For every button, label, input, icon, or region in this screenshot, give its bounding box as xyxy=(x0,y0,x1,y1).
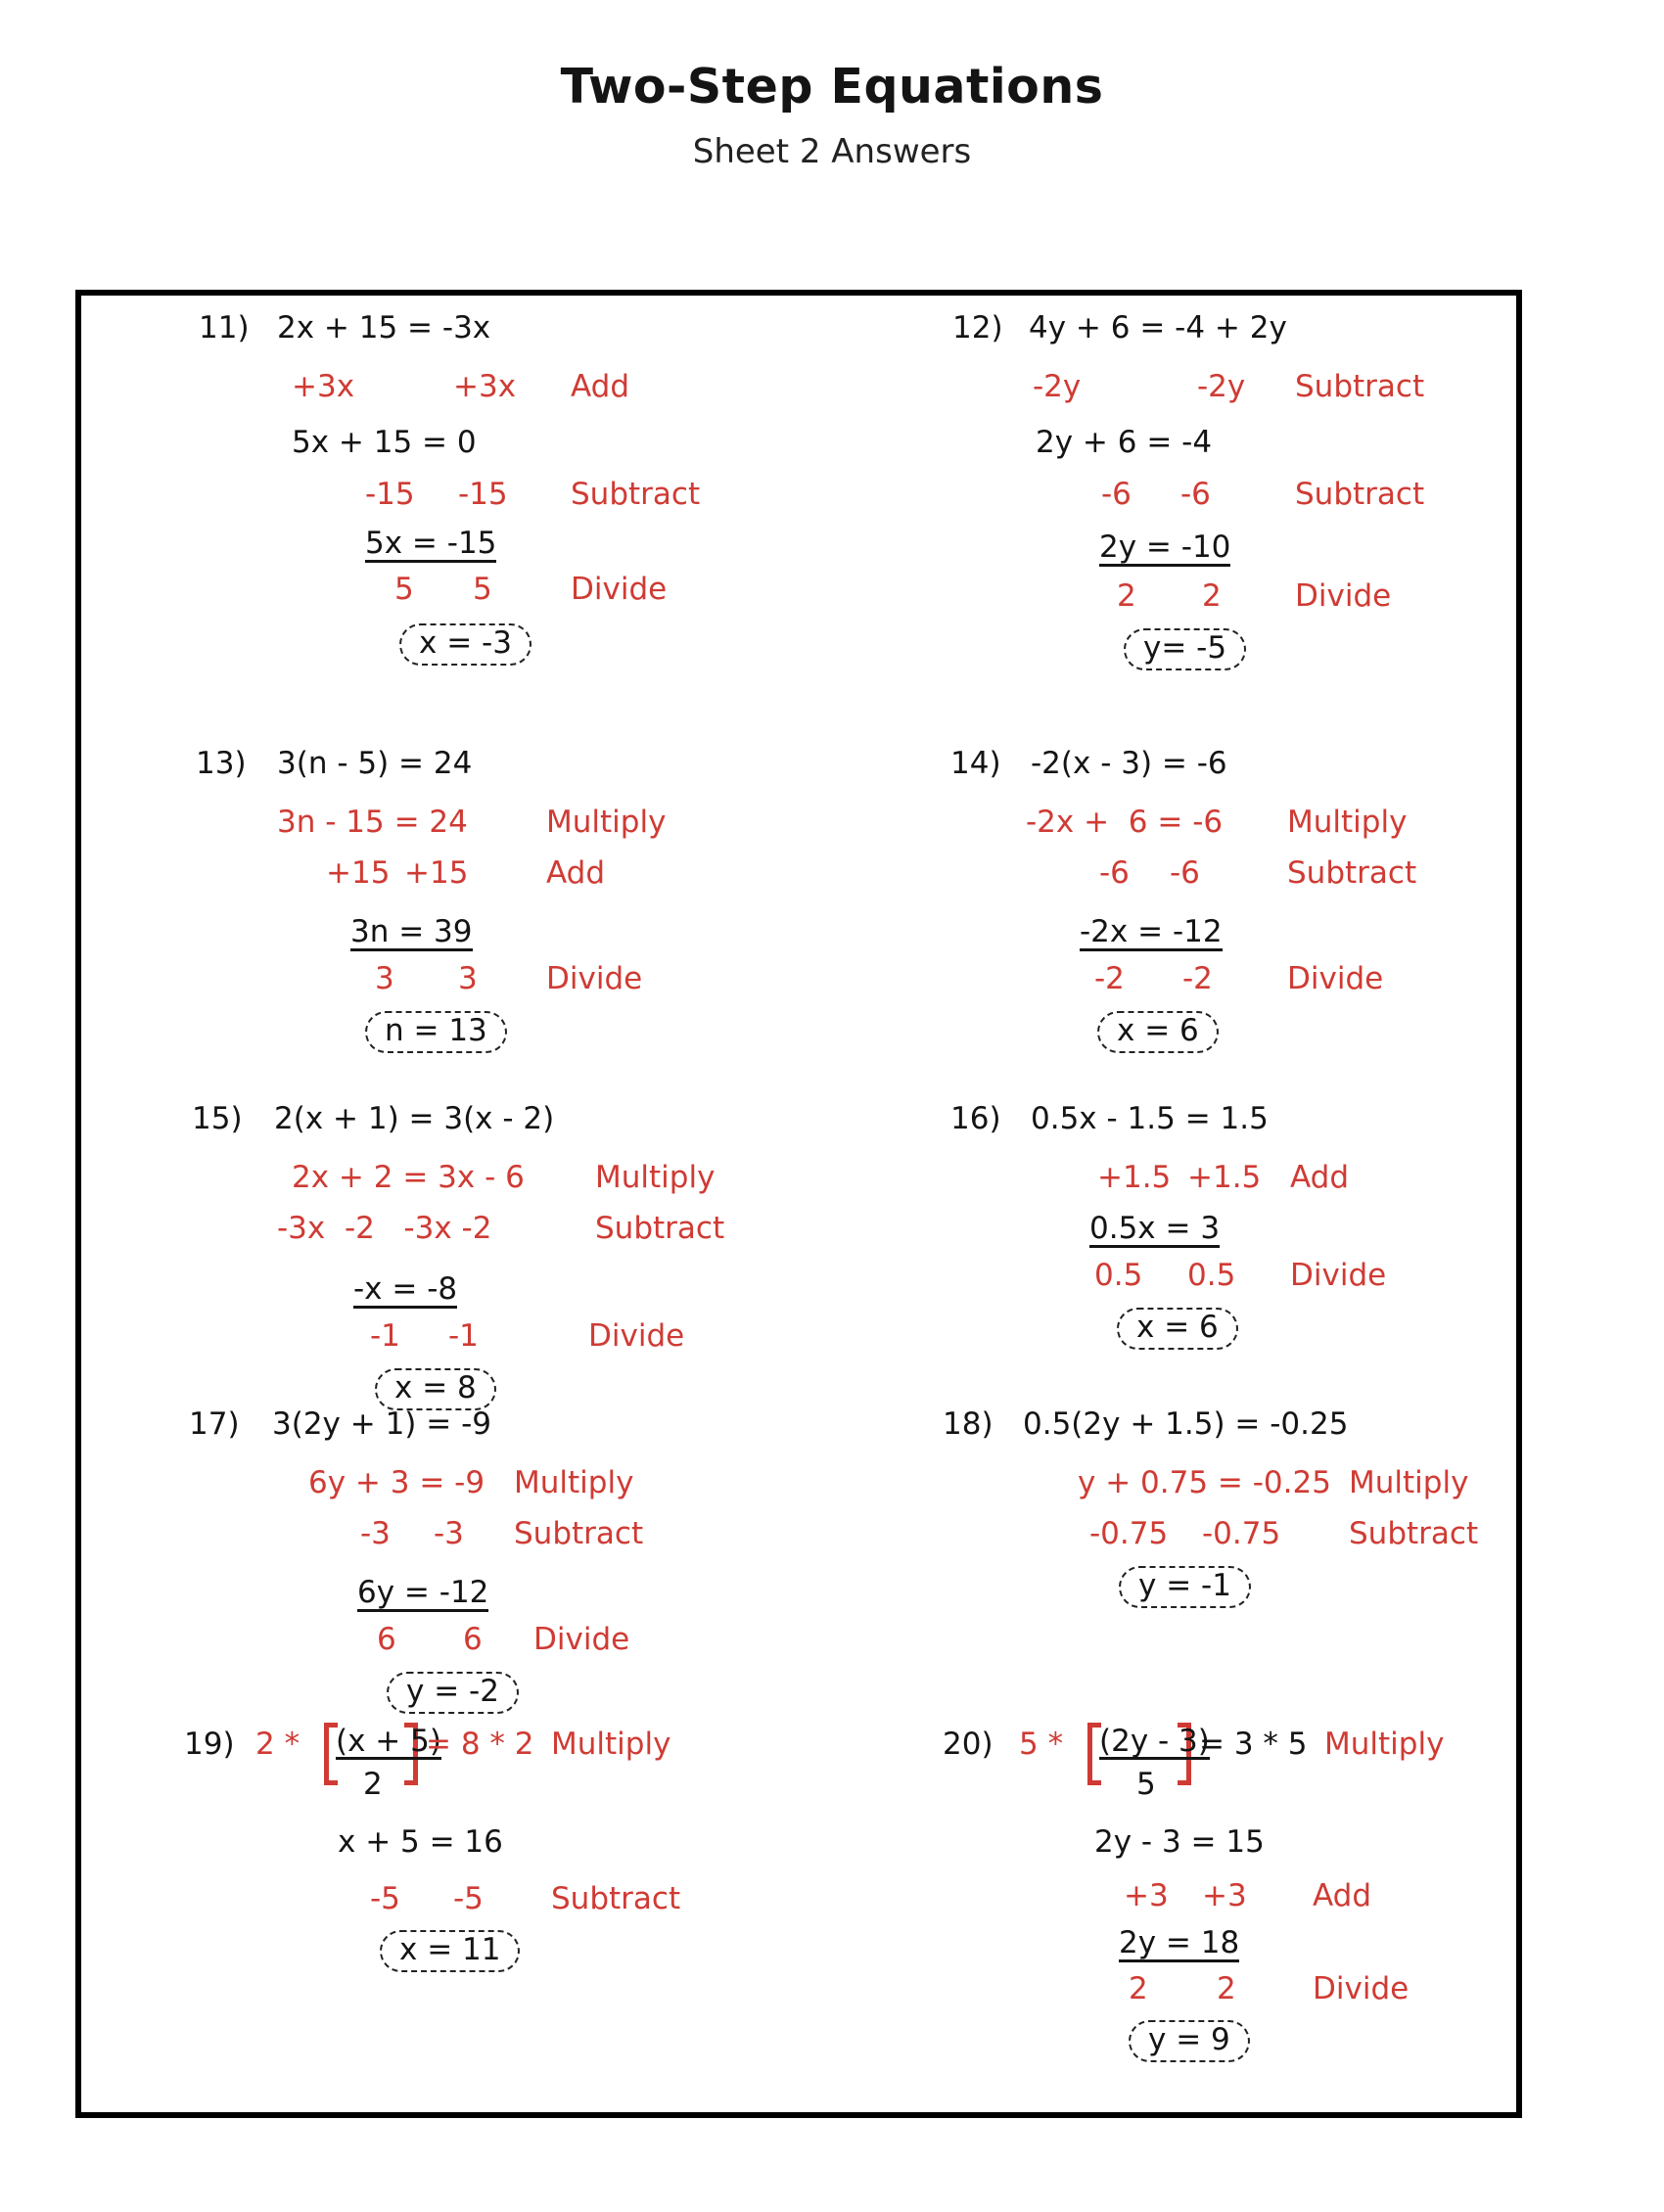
division-numerator: 5x = -15 xyxy=(365,526,497,561)
division-denominator-right: 2 xyxy=(1202,578,1222,614)
answer-text: x = -3 xyxy=(399,623,532,666)
answer-oval xyxy=(1119,1566,1251,1608)
problem-13 xyxy=(81,731,806,1048)
fraction-numerator: (2y - 3) xyxy=(1099,1724,1210,1759)
step-operation: Subtract xyxy=(595,1211,725,1246)
step-term-right: -6 xyxy=(1170,855,1200,891)
problem-number: 14) xyxy=(950,746,1001,781)
step-term-left: -5 xyxy=(370,1881,400,1916)
page-title: Two-Step Equations xyxy=(560,59,1104,115)
problem-number: 18) xyxy=(943,1406,994,1442)
problem-equation: 3(2y + 1) = -9 xyxy=(272,1406,491,1442)
division-denominator-left: 6 xyxy=(377,1622,396,1657)
answer-oval xyxy=(1097,1011,1219,1053)
answer-text: x = 11 xyxy=(380,1930,520,1972)
problem-equation: 4y + 6 = -4 + 2y xyxy=(1029,310,1287,346)
step-term-left: +3 xyxy=(1124,1878,1169,1913)
problem-11 xyxy=(81,296,806,661)
step-result: -3x -2 -3x -2 xyxy=(277,1211,492,1246)
problem-number: 17) xyxy=(189,1406,240,1442)
step-operation: Divide xyxy=(546,961,643,996)
multiplier-left: 5 * xyxy=(1019,1727,1064,1762)
step-result: -2x + 6 = -6 xyxy=(1026,805,1224,840)
step-result: 2y + 6 = -4 xyxy=(1036,425,1213,460)
problem-equation: 0.5(2y + 1.5) = -0.25 xyxy=(1023,1406,1349,1442)
problem-18 xyxy=(806,1392,1528,1607)
division-denominator-right: 6 xyxy=(463,1622,483,1657)
step-term-right: -2y xyxy=(1197,369,1246,404)
answer-text: x = 8 xyxy=(375,1368,496,1410)
answer-text: n = 13 xyxy=(365,1011,507,1053)
division-denominator-left: 2 xyxy=(1117,578,1136,614)
division-denominator-left: 3 xyxy=(375,961,394,996)
step-result: y + 0.75 = -0.25 xyxy=(1078,1465,1331,1500)
step-result: 6y + 3 = -9 xyxy=(308,1465,485,1500)
problem-12 xyxy=(806,296,1528,666)
step-result: x + 5 = 16 xyxy=(338,1824,503,1860)
fraction-denominator: 5 xyxy=(1136,1767,1156,1802)
step-term-left: -2y xyxy=(1033,369,1082,404)
answers-frame xyxy=(75,290,1522,2118)
answer-oval xyxy=(1129,2020,1250,2062)
fraction-denominator: 2 xyxy=(363,1767,383,1802)
division-numerator: 6y = -12 xyxy=(357,1575,489,1610)
step-term-left: -6 xyxy=(1099,855,1130,891)
step-term-right: +15 xyxy=(404,855,469,891)
answer-oval xyxy=(1117,1308,1238,1350)
step-result: 5x + 15 = 0 xyxy=(292,425,477,460)
step-operation: Divide xyxy=(533,1622,630,1657)
step-term-left: -0.75 xyxy=(1089,1516,1169,1551)
answer-text: x = 6 xyxy=(1097,1011,1219,1053)
step-operation: Divide xyxy=(571,572,668,607)
division-denominator-right: -1 xyxy=(448,1318,479,1354)
step-operation: Multiply xyxy=(514,1465,634,1500)
step-operation: Add xyxy=(1290,1160,1350,1195)
answer-oval xyxy=(399,623,532,666)
problem-number: 12) xyxy=(952,310,1003,346)
problems-grid xyxy=(81,296,1516,2112)
problem-number: 13) xyxy=(196,746,247,781)
step-result: 3n - 15 = 24 xyxy=(277,805,468,840)
step-term-right: -6 xyxy=(1180,477,1211,512)
division-denominator-right: 5 xyxy=(473,572,492,607)
step-term-left: +1.5 xyxy=(1097,1160,1172,1195)
worksheet-page xyxy=(0,59,1664,2212)
problem-equation: 2(x + 1) = 3(x - 2) xyxy=(274,1101,555,1136)
multiplier-left: 2 * xyxy=(255,1727,300,1762)
step-operation: Divide xyxy=(1287,961,1384,996)
step-operation: Subtract xyxy=(1349,1516,1479,1551)
step-operation: Multiply xyxy=(551,1727,671,1762)
step-operation: Subtract xyxy=(514,1516,644,1551)
step-operation: Add xyxy=(546,855,606,891)
step-result: 2y - 3 = 15 xyxy=(1094,1824,1265,1860)
problem-equation: 2x + 15 = -3x xyxy=(277,310,491,346)
problem-20 xyxy=(806,1705,1528,2057)
step-term-right: -15 xyxy=(458,477,508,512)
answer-text: y= -5 xyxy=(1124,628,1246,670)
problem-equation: 3(n - 5) = 24 xyxy=(277,746,473,781)
page-subtitle: Sheet 2 Answers xyxy=(692,132,972,171)
division-denominator-right: 3 xyxy=(458,961,478,996)
step-operation: Subtract xyxy=(1287,855,1417,891)
step-operation: Divide xyxy=(1313,1971,1410,2006)
step-operation: Divide xyxy=(588,1318,685,1354)
problem-16 xyxy=(806,1086,1528,1345)
step-operation: Multiply xyxy=(1324,1727,1445,1762)
division-denominator-left: 2 xyxy=(1129,1971,1148,2006)
division-denominator-right: 0.5 xyxy=(1187,1258,1236,1293)
step-term-right: +3 xyxy=(1202,1878,1247,1913)
step-term-left: -3 xyxy=(360,1516,391,1551)
step-term-right: -0.75 xyxy=(1202,1516,1281,1551)
division-numerator: 2y = 18 xyxy=(1119,1925,1240,1960)
division-denominator-left: -2 xyxy=(1094,961,1125,996)
step-operation: Multiply xyxy=(546,805,667,840)
division-denominator-left: 0.5 xyxy=(1094,1258,1143,1293)
step-operation: Divide xyxy=(1290,1258,1387,1293)
problem-equation: 0.5x - 1.5 = 1.5 xyxy=(1031,1101,1269,1136)
step-result: 2x + 2 = 3x - 6 xyxy=(292,1160,525,1195)
problem-17 xyxy=(81,1392,806,1709)
multiplier-right: = 8 * 2 xyxy=(426,1727,534,1762)
answer-oval xyxy=(365,1011,507,1053)
step-term-right: +3x xyxy=(453,369,517,404)
multiplier-right: = 3 * 5 xyxy=(1199,1727,1308,1762)
division-denominator-right: 2 xyxy=(1217,1971,1236,2006)
answer-text: x = 6 xyxy=(1117,1308,1238,1350)
step-term-right: -5 xyxy=(453,1881,484,1916)
problem-number: 11) xyxy=(199,310,250,346)
step-term-right: -3 xyxy=(434,1516,464,1551)
division-denominator-left: 5 xyxy=(394,572,414,607)
division-denominator-right: -2 xyxy=(1182,961,1213,996)
division-numerator: 2y = -10 xyxy=(1099,530,1231,565)
problem-number: 15) xyxy=(192,1101,243,1136)
answer-oval xyxy=(380,1930,520,1972)
step-term-left: -15 xyxy=(365,477,415,512)
step-term-left: -6 xyxy=(1101,477,1132,512)
step-operation: Add xyxy=(571,369,630,404)
problem-equation: -2(x - 3) = -6 xyxy=(1031,746,1227,781)
division-numerator: -x = -8 xyxy=(353,1271,458,1307)
step-operation: Divide xyxy=(1295,578,1392,614)
problem-number: 20) xyxy=(943,1727,994,1762)
problem-number: 19) xyxy=(184,1727,235,1762)
step-operation: Subtract xyxy=(1295,477,1425,512)
answer-text: y = -1 xyxy=(1119,1566,1251,1608)
step-operation: Subtract xyxy=(571,477,701,512)
step-operation: Multiply xyxy=(595,1160,716,1195)
problem-19 xyxy=(81,1705,806,1979)
step-term-left: +3x xyxy=(292,369,355,404)
step-operation: Multiply xyxy=(1349,1465,1469,1500)
step-operation: Subtract xyxy=(551,1881,681,1916)
step-operation: Multiply xyxy=(1287,805,1408,840)
division-numerator: 3n = 39 xyxy=(350,914,473,949)
step-operation: Add xyxy=(1313,1878,1372,1913)
step-term-right: +1.5 xyxy=(1187,1160,1262,1195)
answer-oval xyxy=(1124,628,1246,670)
problem-14 xyxy=(806,731,1528,1048)
division-denominator-left: -1 xyxy=(370,1318,400,1354)
problem-number: 16) xyxy=(950,1101,1001,1136)
answer-text: y = 9 xyxy=(1129,2020,1250,2062)
fraction-numerator: (x + 5) xyxy=(336,1724,441,1759)
step-term-left: +15 xyxy=(326,855,391,891)
division-numerator: -2x = -12 xyxy=(1080,914,1223,949)
answer-text: y = -2 xyxy=(387,1672,519,1714)
problem-15 xyxy=(81,1086,806,1406)
division-numerator: 0.5x = 3 xyxy=(1089,1211,1221,1246)
step-operation: Subtract xyxy=(1295,369,1425,404)
